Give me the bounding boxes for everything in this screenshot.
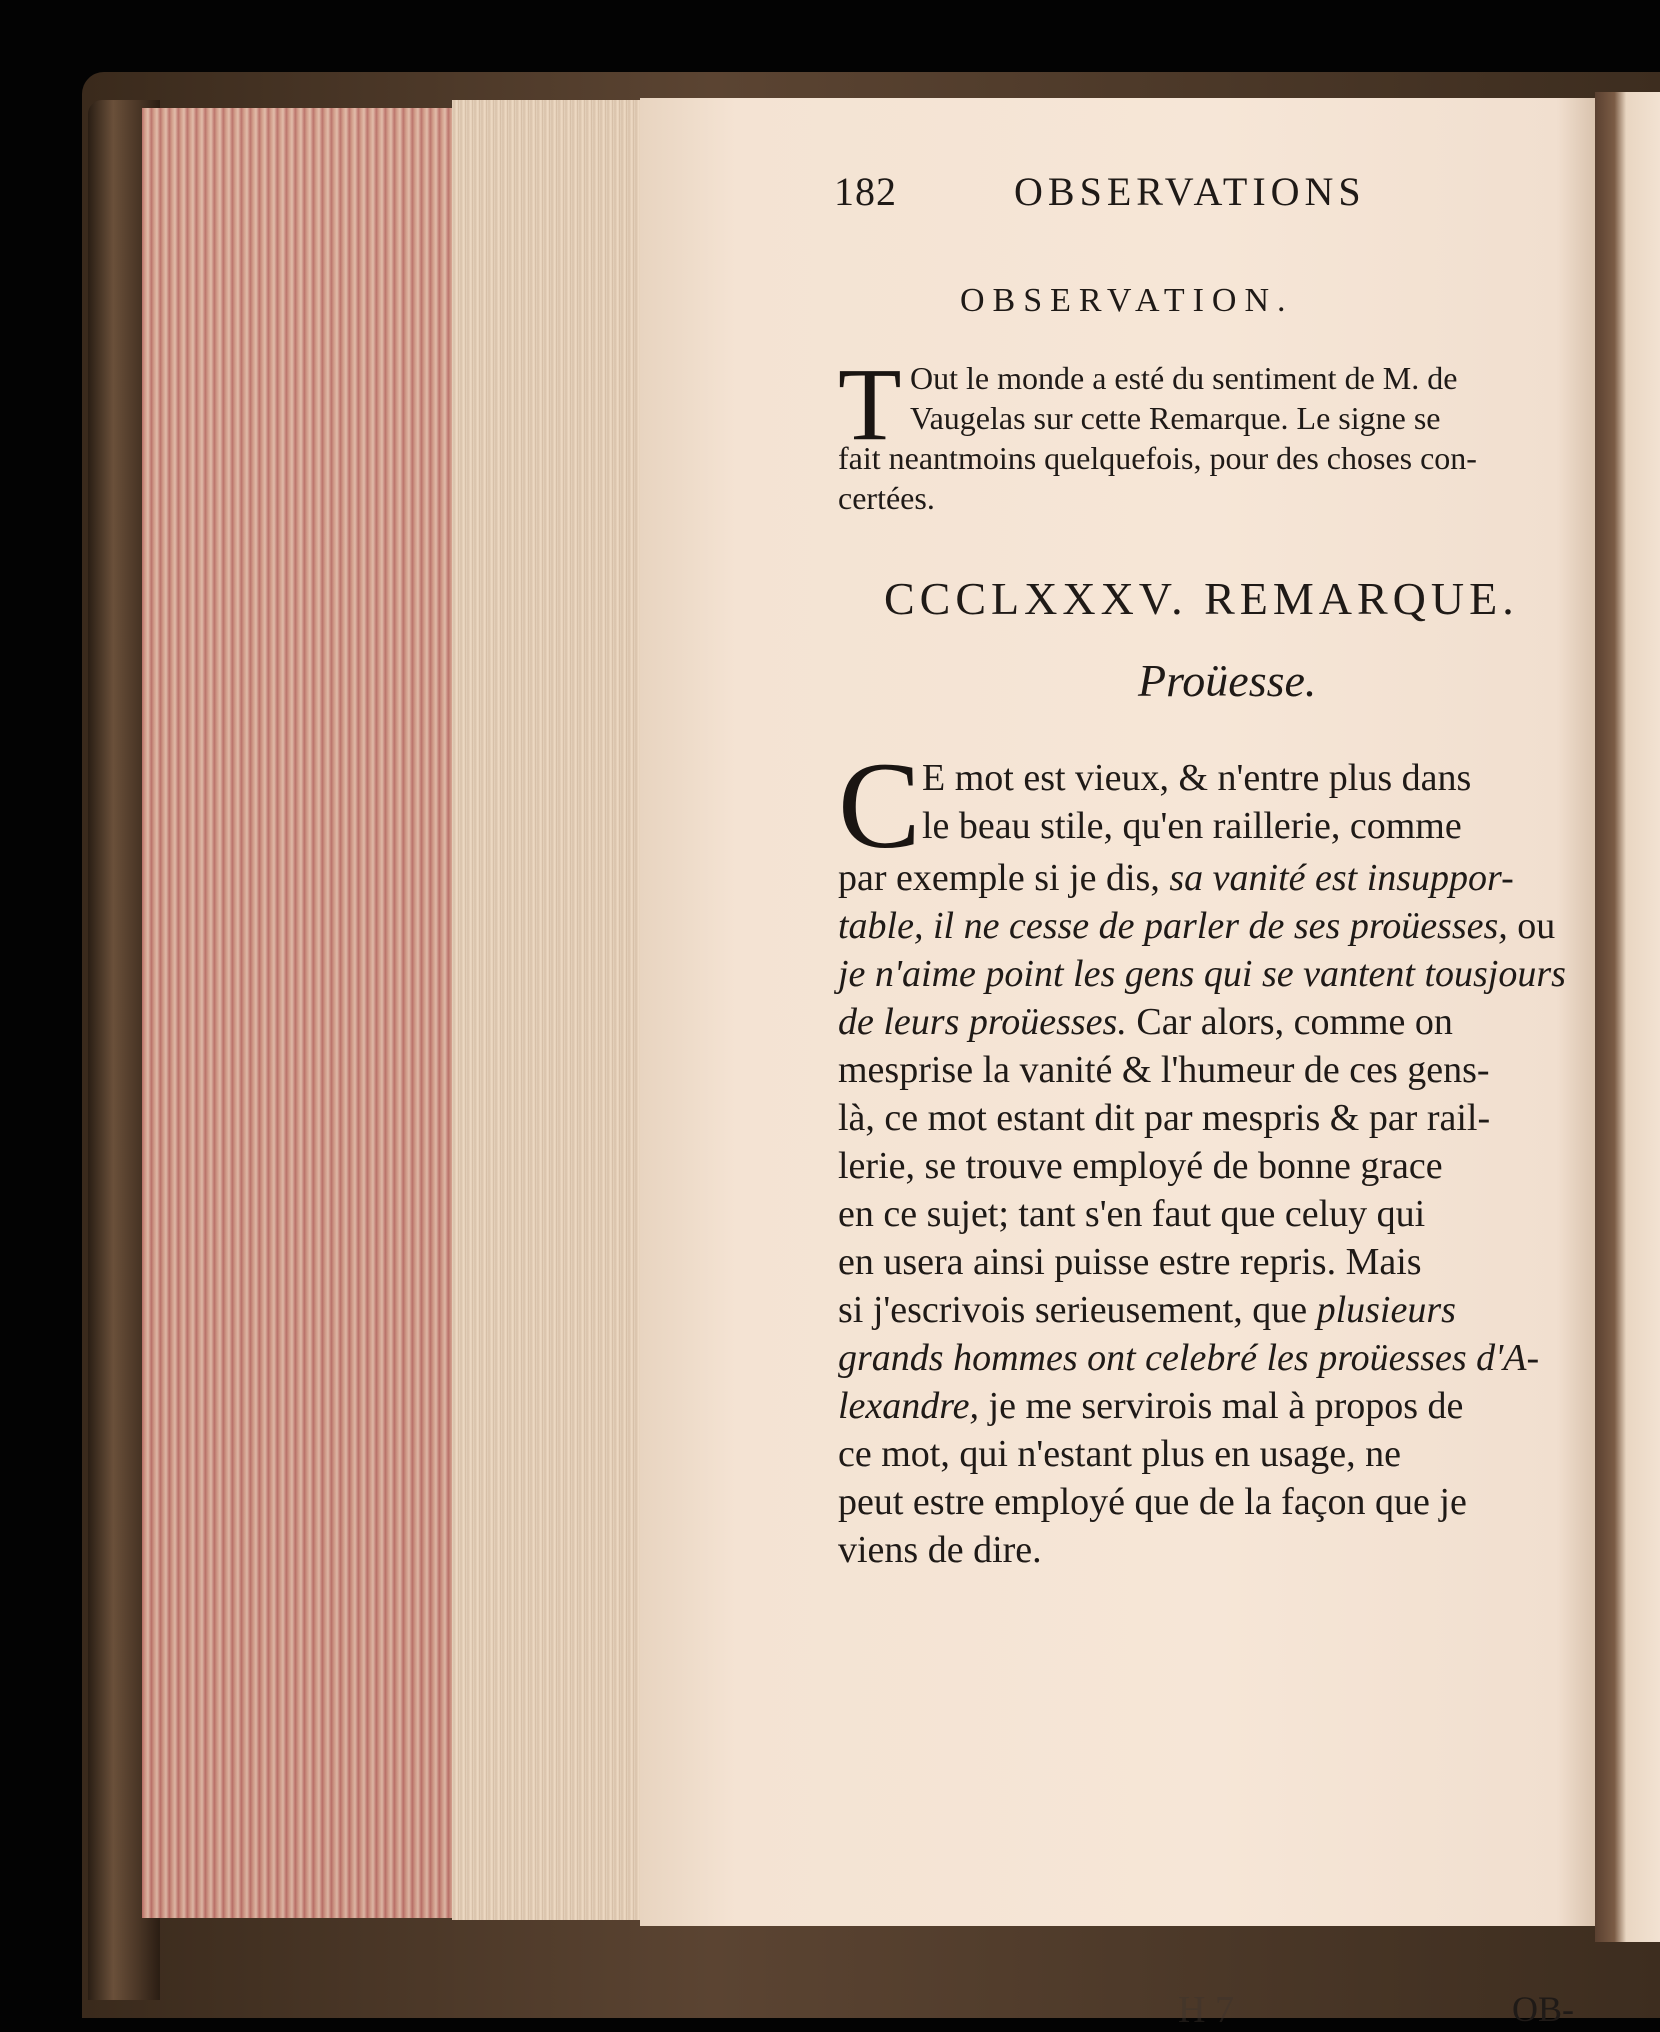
remarque-line-text: le beau stile, qu'en raillerie, comme (922, 805, 1462, 847)
signature-mark: H 7 (1178, 1989, 1234, 2031)
remarque-line-text: en usera ainsi puisse estre repris. Mais (838, 1241, 1422, 1283)
facing-page-edge (1595, 92, 1660, 1942)
observation-drop-cap: T (838, 347, 902, 462)
remarque-line (922, 754, 1471, 802)
remarque-line-text: ou (1507, 905, 1556, 947)
observation-line: Vaugelas sur cette Remarque. Le signe se (910, 400, 1441, 436)
remarque-line (838, 1142, 1443, 1190)
remarque-line (838, 950, 1566, 998)
remarque-heading: CCCLXXXV. REMARQUE. (884, 573, 1519, 624)
remarque-line-italic: lexandre, (838, 1385, 980, 1427)
remarque-line (838, 1382, 1463, 1430)
remarque-line-italic: grands hommes ont celebré les proüesses d'A- (838, 1337, 1540, 1379)
running-title: OBSERVATIONS (1014, 169, 1366, 214)
remarque-line-text: viens de dire. (838, 1529, 1042, 1571)
remarque-line-italic: sa vanité est insuppor- (1169, 857, 1514, 899)
observation-line: fait neantmoins quelquefois, pour des choses con- (838, 440, 1477, 476)
page-stack (452, 100, 643, 1920)
remarque-line-text: mesprise la vanité & l'humeur de ces gens- (838, 1049, 1490, 1091)
page-header (834, 168, 1494, 228)
remarque-line-text: là, ce mot estant dit par mespris & par rail- (838, 1097, 1491, 1139)
remarque-line-italic: je n'aime point les gens qui se vantent tousjours (838, 953, 1566, 995)
observation-line: certées. (838, 480, 935, 516)
remarque-line (922, 802, 1462, 850)
remarque-line (838, 1046, 1490, 1094)
remarque-line (838, 1238, 1422, 1286)
remarque-line-text: Car alors, comme on (1126, 1001, 1453, 1043)
remarque-line-italic: plusieurs (1316, 1289, 1456, 1331)
remarque-line-text: je me servirois mal à propos de (979, 1385, 1464, 1427)
remarque-line (838, 1190, 1425, 1238)
remarque-line (838, 1478, 1467, 1526)
remarque-line-text: lerie, se trouve employé de bonne grace (838, 1145, 1443, 1187)
observation-line: Out le monde a esté du sentiment de M. de (910, 360, 1458, 396)
remarque-line (838, 998, 1453, 1046)
remarque-subject: Proüesse. (1138, 655, 1317, 706)
page-edges-red (142, 108, 456, 1918)
catchword: OB- (1512, 1989, 1574, 2029)
remarque-line-text: en ce sujet; tant s'en faut que celuy qui (838, 1193, 1426, 1235)
remarque-line (838, 854, 1514, 902)
remarque-line (838, 902, 1555, 950)
remarque-line-italic: de leurs proüesses. (838, 1001, 1127, 1043)
remarque-line-italic: table, il ne cesse de parler de ses proüesses, (838, 905, 1508, 947)
page-number: 182 (834, 169, 897, 214)
remarque-line-text: si j'escrivois serieusement, que (838, 1289, 1317, 1331)
remarque-line (838, 1526, 1042, 1574)
remarque-line (838, 1286, 1456, 1334)
remarque-line (838, 1334, 1539, 1382)
remarque-line-text: par exemple si je dis, (838, 857, 1170, 899)
remarque-line (838, 1094, 1490, 1142)
remarque-line-text: ce mot, qui n'estant plus en usage, ne (838, 1433, 1401, 1475)
remarque-line (838, 1430, 1401, 1478)
remarque-line-text: peut estre employé que de la façon que je (838, 1481, 1467, 1523)
observation-heading: OBSERVATION. (960, 282, 1294, 319)
remarque-drop-cap: C (838, 737, 921, 874)
remarque-line-text: E mot est vieux, & n'entre plus dans (922, 757, 1472, 799)
